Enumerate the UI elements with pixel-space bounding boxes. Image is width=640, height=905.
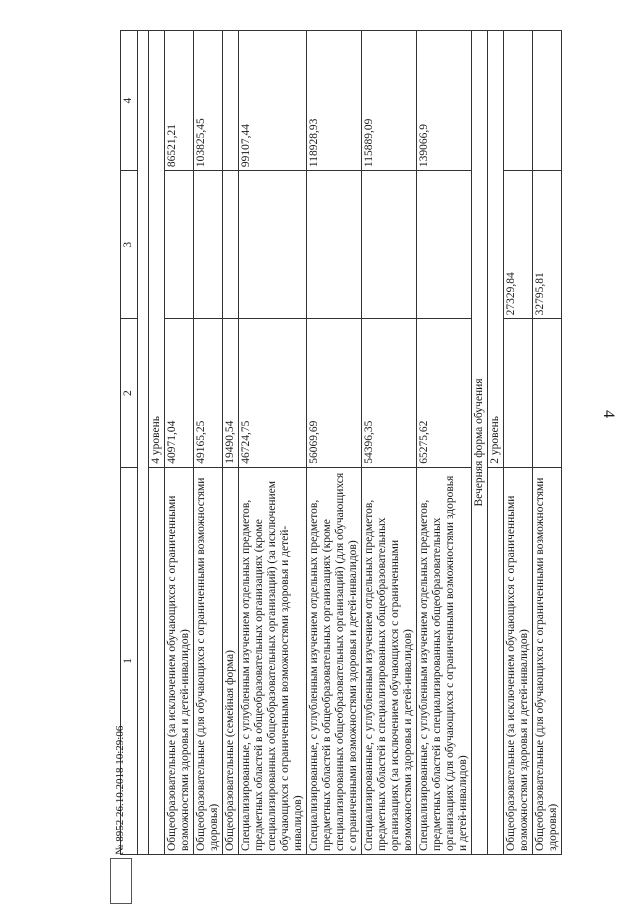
table-row (165, 31, 194, 855)
row-name: Общеобразовательные (за исключением обучающихся с ограниченными возможностями здоровья и детей-инвалидов) (165, 467, 194, 854)
registration-line: № 8952 26.10.2018 10:29:06 (114, 725, 126, 855)
page-number-wrap (598, 407, 618, 427)
row-col4: 115889,09 (362, 31, 417, 171)
row-col2: 19490,54 (223, 319, 239, 467)
row-col4: 86521,21 (165, 31, 194, 171)
table-body (121, 31, 562, 855)
row-name: Специализированные, с углубленным изучением отдельных предметов, предметных областей в общеобразовательных организациях (кроме специализированных общеобразовательных организаций) (за исключением обучающихся с ограниченными возможностями здоровья и детей-инвалидов) (239, 467, 307, 854)
row-col4 (504, 31, 533, 171)
row-col4: 103825,45 (194, 31, 223, 171)
row-col2: 54396,35 (362, 319, 417, 467)
row-col3 (194, 171, 223, 319)
row-col4: 118928,93 (307, 31, 362, 171)
header-cell-3: 3 (121, 171, 138, 319)
spacer-row (138, 31, 149, 855)
header-cell-1: 1 (121, 467, 138, 854)
row-col4: 139066,9 (417, 31, 472, 171)
row-col2: 56069,69 (307, 319, 362, 467)
row-col3 (362, 171, 417, 319)
subsection-title: 4 уровень (149, 31, 165, 468)
row-col2: 40971,04 (165, 319, 194, 467)
table-row (362, 31, 417, 855)
row-col3 (239, 171, 307, 319)
row-col4 (223, 31, 239, 171)
row-col3 (307, 171, 362, 319)
row-col3: 32795,81 (533, 171, 562, 319)
row-col2: 46724,75 (239, 319, 307, 467)
table-row (417, 31, 472, 855)
row-col4 (533, 31, 562, 171)
rotated-table-sheet (120, 30, 559, 855)
row-col3 (223, 171, 239, 319)
subsection-row (488, 31, 504, 855)
header-cell-2: 2 (121, 319, 138, 467)
row-col3: 27329,84 (504, 171, 533, 319)
row-name: Общеобразовательные (за исключением обучающихся с ограниченными возможностями здоровья и детей-инвалидов) (504, 467, 533, 854)
row-col2 (533, 319, 562, 467)
table-row (239, 31, 307, 855)
subsection-row (149, 31, 165, 855)
table-row (223, 31, 239, 855)
header-cell-4: 4 (121, 31, 138, 171)
row-col2: 65275,62 (417, 319, 472, 467)
page-number: 4 (600, 410, 617, 418)
table-row (194, 31, 223, 855)
row-name: Специализированные, с углубленным изучением отдельных предметов, предметных областей в специализированных общеобразовательных организациях (за исключением обучающихся с ограниченными возможностями здоровья и детей-инвалидов) (362, 467, 417, 854)
tariff-table (120, 30, 562, 855)
section-row (472, 31, 488, 855)
section-title: Вечерняя форма обучения (472, 31, 488, 855)
registration-stamp-logo (110, 858, 132, 904)
row-name: Общеобразовательные (для обучающихся с ограниченными возможностями здоровья) (533, 467, 562, 854)
row-name: Специализированные, с углубленным изучением отдельных предметов, предметных областей в специализированных общеобразовательных организациях (для обучающихся с ограниченными возможностями здоровья и детей-инвалидов) (417, 467, 472, 854)
row-col4: 99107,44 (239, 31, 307, 171)
row-name: Общеобразовательные (семейная форма) (223, 467, 239, 854)
table-row (533, 31, 562, 855)
subsection-title: 2 уровень (488, 31, 504, 468)
table-row (307, 31, 362, 855)
row-col2: 49165,25 (194, 319, 223, 467)
row-name: Специализированные, с углубленным изучением отдельных предметов, предметных областей в общеобразовательных организациях (кроме специализированных общеобразовательных организаций) (для обучающихся с ограниченными возможностями здоровья и детей-инвалидов) (307, 467, 362, 854)
row-col3 (417, 171, 472, 319)
row-col3 (165, 171, 194, 319)
table-row (504, 31, 533, 855)
row-name: Общеобразовательные (для обучающихся с ограниченными возможностями здоровья) (194, 467, 223, 854)
row-col2 (504, 319, 533, 467)
